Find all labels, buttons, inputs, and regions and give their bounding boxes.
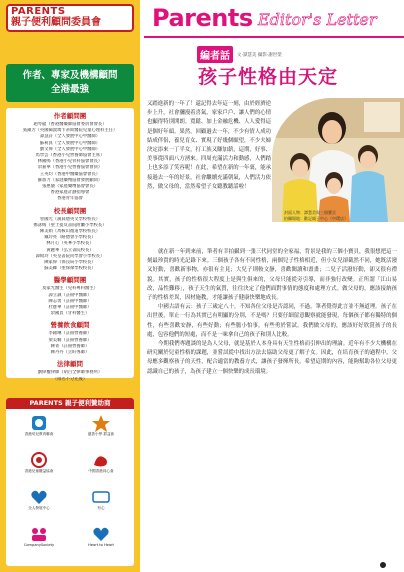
experts-banner bbox=[6, 64, 134, 102]
text-logo-icon bbox=[91, 488, 111, 506]
sponsor-name: 中國香港同心會 bbox=[88, 469, 114, 473]
byline-credit: 文‧譚慧美 攝影‧謝世榮 bbox=[237, 52, 282, 58]
committee-member: 香港青年協會 bbox=[57, 196, 83, 202]
dragon-icon bbox=[91, 451, 111, 469]
paragraph-1: 又踏進新的一年了！還記得去年這一刻，由於經濟逆步上升，社會瀰漫着喜氣，家家戶戶、讓人們的心情也顯得特別開朗。寬鬆、加上金融危機、人人愛得這是個好年頭。果然，回顧過去一年，不少有情人成功結成伴侶，養兒育女、實現了好幾個願望，不少夫婦決定添來一丁半女，打工族又賺加薪，這期，好事、美事從四面八方湧來。四周充滿活力和動感，人們踏上也多添了笑容呢！在此，希望在新的一年裏，能承接過去一年的好景，社會繼續充滿朝氣，人們活力依然，做父母的，當然希望子女聽教聽話啦！ bbox=[147, 101, 271, 190]
experts-line1: 作者、專家及機構顧問 bbox=[22, 70, 118, 81]
sponsors-title: PARENTS 親子便利贊助商 bbox=[6, 398, 134, 409]
committee-member: 劉文偉（全人發展中心中醫師） bbox=[39, 146, 101, 152]
sponsor-name: Heart to Heart bbox=[88, 543, 114, 547]
committee-member: 陳美娟（馬鞍山循道學校校長） bbox=[39, 229, 101, 235]
sponsor-item bbox=[72, 414, 130, 448]
header-rule bbox=[144, 36, 404, 38]
headline: 孩子性格由天定 bbox=[198, 66, 339, 88]
end-mark-icon bbox=[380, 562, 386, 568]
committee-section-title: 法律顧問 bbox=[57, 360, 83, 369]
experts-line2: 全港最強 bbox=[50, 84, 89, 95]
heart-icon bbox=[29, 488, 49, 506]
photo-caption bbox=[284, 210, 402, 222]
caption-line1: 封面人物：譚慧美與三個寶貝 bbox=[284, 210, 336, 215]
sponsor-name: 有心 bbox=[97, 506, 105, 510]
committee-member: 李穎琳（註冊營養師） bbox=[48, 331, 92, 337]
sponsor-item bbox=[10, 525, 68, 559]
committee-section-title: 醫學顧問團 bbox=[53, 276, 87, 285]
committee-member: 陳菁（註冊營養師） bbox=[50, 343, 90, 349]
sponsor-item bbox=[72, 488, 130, 522]
badge-icon bbox=[29, 414, 49, 432]
committee-member: 香港家庭計劃指導會 bbox=[50, 190, 90, 196]
paragraph-2-text: 就在新一年到來前，筆者有幸拍攝到一張三代同堂的全家福，背景是我的三個小寶貝，我很想把這一刻最珍貴的時光記錄下來。三個孩子各有不同性格，兩個兒子性格相近，但小女兒卻截然不同，她既活潑又好動，喜歡新事物，亦很有主見；大兒子則較文靜，喜歡閱讀和畫畫；二兒子活潑好動，卻又很有禮貌。其實，孩子的性格很大程度上是與生俱來的，父母只能從旁引導，而非強行改變。正所謂「江山易改，品性難移」，孩子天生的氣質，往往決定了他們面對事情的態度和處理方式。做父母的，應該接納孩子的性格差異，因材施教，才能讓孩子健康快樂地成長。 bbox=[147, 249, 397, 302]
sponsor-item bbox=[72, 525, 130, 559]
committee-member: 羅加力（家庭藥劑協會發展顧問） bbox=[37, 177, 103, 183]
sponsor-item bbox=[10, 414, 68, 448]
sponsor-item bbox=[72, 451, 130, 485]
committee-member: 陳家偉（保良局小學校長） bbox=[44, 260, 96, 266]
brand-title: Parents bbox=[152, 4, 253, 32]
committee-member: 劉偉權律師（胡百全律師事務所） bbox=[37, 370, 103, 376]
committee-section-title: 校長顧問團 bbox=[53, 206, 87, 215]
sponsor-name: CompanySociety bbox=[23, 543, 55, 547]
committee-member: 趙琴龍（香港醫藥師協會委員會會長） bbox=[33, 122, 107, 127]
committee-panel bbox=[6, 108, 134, 382]
committee-member: 黃麗華（弘立書院校長） bbox=[46, 247, 94, 253]
committee-member: 莫家光醫生（兒科專科醫生） bbox=[42, 286, 98, 292]
committee-member: 王英均（香港中醫藥協會會長） bbox=[39, 171, 101, 177]
committee-member: 陳志勇（註冊中醫師） bbox=[48, 298, 92, 304]
section-title: Editor's Letter bbox=[258, 10, 377, 29]
committee-member: 張錦芳（英國倫敦瑪卡蒂斯醫院兒童心理科主任） bbox=[22, 128, 118, 134]
committee-member: 馬學雲（香港小兒營養師協會主席） bbox=[35, 153, 105, 159]
logo-en: PARENTS bbox=[11, 6, 66, 17]
byline-label: 編者話 bbox=[197, 46, 233, 63]
committee-member: 曾國光（蒲窩德英文學校校長） bbox=[39, 216, 101, 222]
circle-icon bbox=[29, 451, 49, 469]
parents-logo bbox=[6, 4, 134, 32]
committee-member: 蘇莉真（全人發展中心中醫師） bbox=[39, 140, 101, 146]
paragraph-2 bbox=[147, 248, 397, 377]
sponsor-item bbox=[10, 488, 68, 522]
committee-member: 林月心（英華小學校長） bbox=[46, 241, 94, 247]
committee-member: 林國鳴（香港小兒骨科協會會長） bbox=[37, 159, 103, 165]
committee-member: 鄭詠梅（聖士提反書院附屬小學校長） bbox=[33, 222, 107, 228]
committee-member: 余國貞（牙科醫生） bbox=[50, 311, 90, 317]
star-icon bbox=[91, 414, 111, 432]
paragraph-3-text: 中國古語有云：孩子三歲定八十。不知各位父母是否認同，不過，筆者覺得此言並不無道理。孩子在出世後，單止一行為其實已有明顯的分別，不是嗎？只要仔細留意觀察就能發現，每個孩子都有獨特的個性，有些喜歡安靜，有些好動；有些膽小怕事，有些勇於嘗試。我們做父母的，應該好好欣賞孩子的長處，包容他們的短處，而不是一味拿自己的孩子和別人比較。 bbox=[147, 304, 397, 338]
committee-section-title: 營養飲食顧問 bbox=[50, 321, 90, 330]
committee-member: 戴玲亮（路德會小學校長） bbox=[44, 235, 96, 241]
committee-member: 譚慧詩（全人發展中心中醫師） bbox=[39, 134, 101, 140]
people-icon bbox=[29, 525, 49, 543]
sponsor-name: 香港幼兒教育聯會 bbox=[24, 432, 54, 436]
sponsors-panel bbox=[6, 398, 134, 566]
paragraph-4-text: 今期我們專題談的是為人父母，就是基於人本身具有天生性格而引伸出的理論。近年有不少大機構在研究關於兒童性格的課題，並嘗試從中找出方法去協助父母更了解子女。因此，在培育孩子的過程中，父母應多觀察孩子的天性，配合適當的教養方式，讓孩子發揮所長。希望這期的內容，能夠幫助各位父母更認識自己的孩子，為孩子建立一個快樂的成長環境。 bbox=[147, 341, 397, 375]
logo-zh: 親子便利顧問委員會 bbox=[11, 17, 101, 28]
committee-member: 杜寶華（註冊中醫師） bbox=[48, 305, 92, 311]
committee-member: 梁美嫻（註冊營養師） bbox=[48, 337, 92, 343]
caption-line2: 拍攝場地：歡記親子中心（中環店） bbox=[284, 216, 348, 221]
sponsors-grid bbox=[6, 409, 134, 564]
committee-member: 譚綺玲（英皇書院同學會小學校長） bbox=[35, 253, 105, 259]
committee-member: 蘇美卿（聖保祿學校校長） bbox=[44, 266, 96, 272]
sponsor-name: 香港兒童權益協會 bbox=[24, 469, 54, 473]
sponsor-item bbox=[10, 451, 68, 485]
heart-icon bbox=[91, 525, 111, 543]
sponsor-name: 慈善小學 群益會 bbox=[87, 432, 115, 436]
byline bbox=[197, 46, 282, 63]
committee-section-title: 作者顧問團 bbox=[53, 112, 87, 120]
committee-member: 張惠儀（家庭藥劑協會會長） bbox=[42, 184, 98, 190]
committee-member: 陳丹丹（烹飪導師） bbox=[50, 350, 90, 356]
committee-member: 余嘉華（香港小兒營養協會會員） bbox=[37, 165, 103, 171]
committee-member: （排名不分先後） bbox=[52, 376, 88, 382]
family-photo bbox=[272, 98, 404, 222]
committee-member: 譚立誠（註冊中醫師） bbox=[48, 292, 92, 298]
sponsor-name: 全人發展中心 bbox=[28, 506, 50, 510]
